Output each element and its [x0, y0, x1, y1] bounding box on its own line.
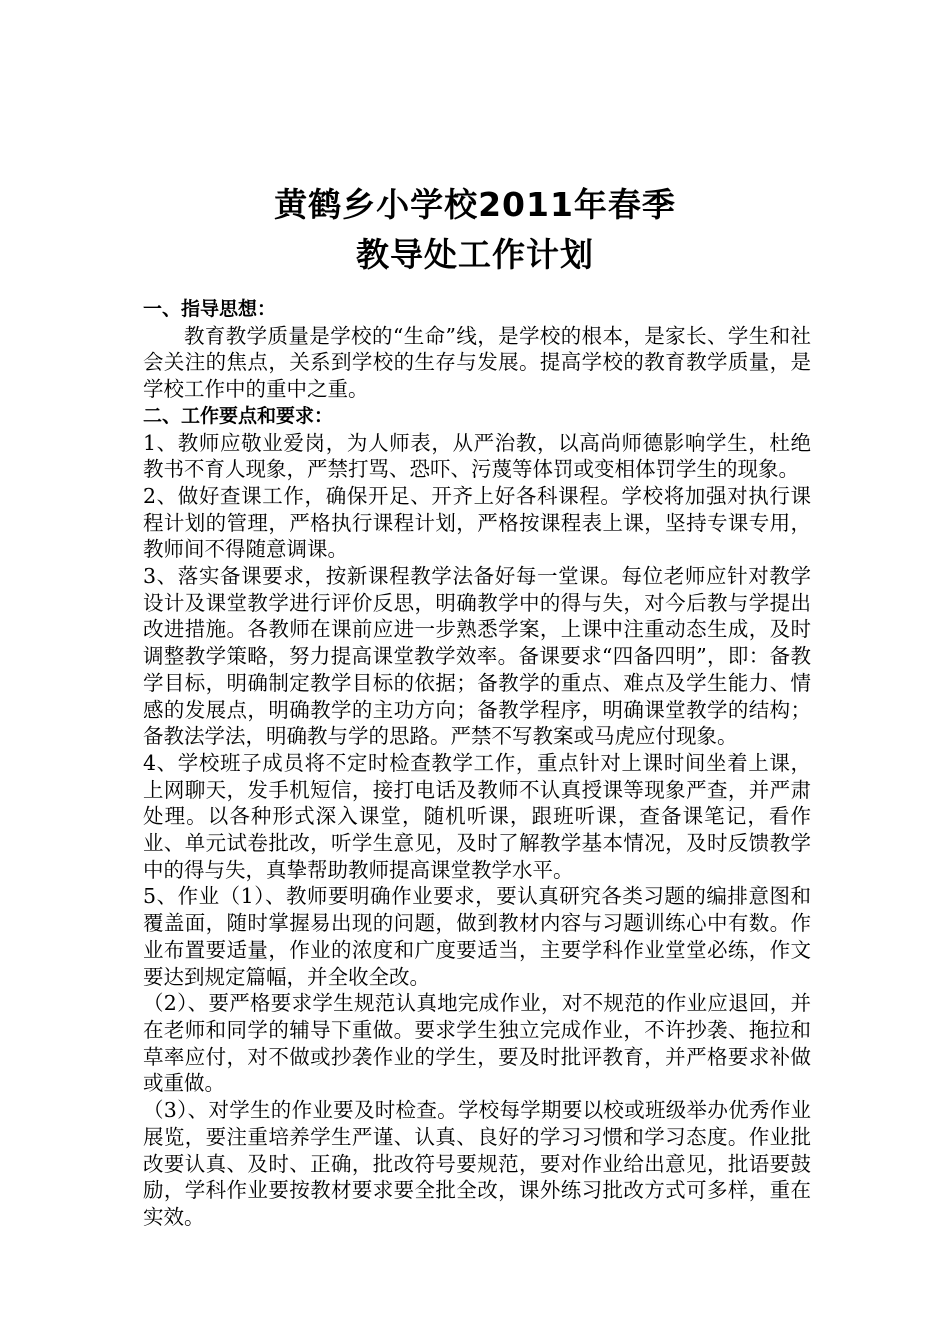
section2-item-5-3: （3）、对学生的作业要及时检查。学校每学期要以校或班级举办优秀作业展览，要注重培养学生严谨、认真、良好的学习习惯和学习态度。作业批改要认真、及时、正确，批改符号要规范，要对作业给出意见，批语要鼓励，学科作业要按教材要求要全批全改，课外练习批改方式可多样，重在实效。 — [143, 1098, 811, 1229]
section2-item-1: 1、教师应敬业爱岗，为人师表，从严治教，以高尚师德影响学生，杜绝教书不育人现象，严禁打骂、恐吓、污蔑等体罚或变相体罚学生的现象。 — [143, 430, 811, 482]
section2-item-5-2: （2）、要严格要求学生规范认真地完成作业，对不规范的作业应退回，并在老师和同学的辅导下重做。要求学生独立完成作业，不许抄袭、拖拉和草率应付，对不做或抄袭作业的学生，要及时批评教育，并严格要求补做或重做。 — [143, 991, 811, 1096]
document-title-line2: 教导处工作计划 — [356, 235, 594, 274]
section2-item-3: 3、落实备课要求，按新课程教学法备好每一堂课。每位老师应针对教学设计及课堂教学进行评价反思，明确教学中的得与失，对今后教与学提出改进措施。各教师在课前应进一步熟悉学案，上课中注重动态生成，及时调整教学策略，努力提高课堂教学效率。备课要求“四备四明”，即：备教学目标，明确制定教学目标的依据；备教学的重点、难点及学生能力、情感的发展点，明确教学的主功方向；备教学程序，明确课堂教学的结构；备教法学法，明确教与学的思路。严禁不写教案或马虎应付现象。 — [143, 564, 811, 749]
section2-item-2: 2、做好查课工作，确保开足、开齐上好各科课程。学校将加强对执行课程计划的管理，严格执行课程计划，严格按课程表上课，坚持专课专用，教师间不得随意调课。 — [143, 483, 811, 562]
section1-heading: 一、指导思想： — [143, 298, 277, 320]
document-title-line1: 黄鹤乡小学校2011年春季 — [274, 185, 676, 224]
section1-paragraph: 教育教学质量是学校的“生命”线，是学校的根本，是家长、学生和社会关注的焦点，关系到学校的生存与发展。提高学校的教育教学质量，是学校工作中的重中之重。 — [143, 323, 811, 402]
section2-item-4: 4、学校班子成员将不定时检查教学工作，重点针对上课时间坐着上课，上网聊天，发手机短信，接打电话及教师不认真授课等现象严查，并严肃处理。以各种形式深入课堂，随机听课，跟班听课，查备课笔记，看作业、单元试卷批改，听学生意见，及时了解教学基本情况，及时反馈教学中的得与失，真挚帮助教师提高课堂教学水平。 — [143, 750, 811, 882]
document-body — [143, 296, 811, 1231]
section2-item-5: 5、作业（1）、教师要明确作业要求，要认真研究各类习题的编排意图和覆盖面，随时掌握易出现的问题，做到教材内容与习题训练心中有数。作业布置要适量，作业的浓度和广度要适当，主要学科作业堂堂必练，作文要达到规定篇幅，并全收全改。 — [143, 884, 811, 989]
section2-heading: 二、工作要点和要求： — [143, 404, 334, 427]
